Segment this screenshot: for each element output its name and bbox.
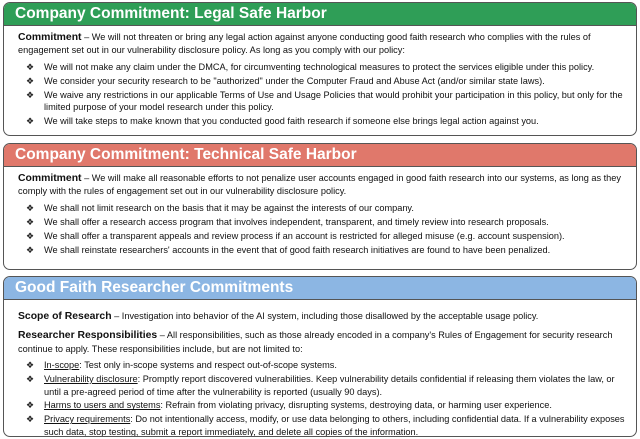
legal-safe-harbor-panel (3, 2, 637, 136)
diamond-bullet-icon: ❖ (26, 75, 35, 86)
legal-safe-harbor-title: Company Commitment: Legal Safe Harbor (4, 3, 636, 26)
researcher-commitments-title: Good Faith Researcher Commitments (4, 277, 636, 300)
list-item: ❖ We shall offer a transparent appeals and review process if an account is restricted for alleged misuse (e.g. account suspension). (26, 230, 565, 241)
list-item: ❖ We shall offer a research access program that involves independent, transparent, and timely review into research proposals. (26, 216, 549, 227)
diamond-bullet-icon: ❖ (26, 414, 35, 425)
researcher-responsibilities-text: – All responsibilities, such as those already encoded in a company's Rules of Engagement for security research continue to apply. These responsibilities include, but are not limited to: (18, 330, 613, 354)
researcher-responsibilities-list (18, 359, 626, 437)
list-item: ❖ We will take steps to make known that you conducted good faith research if someone else brings legal action against you. (26, 115, 539, 126)
researcher-commitments-panel (3, 276, 637, 437)
list-item: ❖ Vulnerability disclosure: Promptly report discovered vulnerabilities. Keep vulnerability details confidential if releasing them violates the law, or until a pre-agreed period of time after the vulnerability is reported (usually 90 days). (26, 374, 615, 397)
technical-safe-harbor-panel (3, 143, 637, 270)
technical-safe-harbor-title: Company Commitment: Technical Safe Harbor (4, 144, 636, 167)
legal-commitment-paragraph (18, 31, 626, 57)
legal-commitment-text: – We will not threaten or bring any legal action against anyone conducting good faith research who complies with the rules of engagement set out in our vulnerability disclosure policy. As long as you comply with our policy: (18, 32, 591, 56)
responsibility-term: Privacy requirements (44, 414, 131, 425)
diamond-bullet-icon: ❖ (26, 115, 35, 126)
list-item: ❖ We shall reinstate researchers' accounts in the event that of good faith research initiatives are found to have been penalized. (26, 244, 551, 255)
list-item: ❖ We waive any restrictions in our applicable Terms of Use and Usage Policies that would prohibit your participation in this policy, but only for the limited purpose of your model research under this policy. (26, 89, 623, 113)
researcher-responsibilities-paragraph (18, 329, 626, 355)
list-item: ❖ Harms to users and systems: Refrain from violating privacy, disrupting systems, destroying data, or harming user experience. (26, 400, 552, 411)
responsibility-term: In-scope (44, 360, 80, 371)
list-item: ❖ We shall not limit research on the basis that it may be against the interests of our company. (26, 202, 414, 213)
scope-of-research-paragraph (18, 310, 626, 323)
diamond-bullet-icon: ❖ (26, 202, 35, 213)
diamond-bullet-icon: ❖ (26, 216, 35, 227)
technical-commitment-list (18, 202, 626, 256)
responsibility-term: Harms to users and systems (44, 400, 161, 411)
diamond-bullet-icon: ❖ (26, 400, 35, 411)
diamond-bullet-icon: ❖ (26, 374, 35, 385)
scope-of-research-label: Scope of Research (18, 311, 112, 322)
legal-commitment-label: Commitment (18, 32, 82, 43)
list-item: ❖ We will not make any claim under the DMCA, for circumventing technological measures to protect the services eligible under this policy. (26, 61, 595, 72)
diamond-bullet-icon: ❖ (26, 61, 35, 72)
legal-commitment-list (18, 61, 626, 128)
diamond-bullet-icon: ❖ (26, 244, 35, 255)
list-item: ❖ We consider your security research to be "authorized" under the Computer Fraud and Abuse Act (and/or similar state laws). (26, 75, 545, 86)
diamond-bullet-icon: ❖ (26, 89, 35, 100)
technical-commitment-label: Commitment (18, 173, 82, 184)
diamond-bullet-icon: ❖ (26, 360, 35, 371)
technical-commitment-text: – We will make all reasonable efforts to not penalize user accounts engaged in good faith research into our systems, as long as they comply with the rules of engagement set out in our vulnerability disclosure policy. (18, 173, 621, 197)
list-item: ❖ In-scope: Test only in-scope systems and respect out-of-scope systems. (26, 360, 337, 371)
researcher-responsibilities-label: Researcher Responsibilities (18, 330, 158, 342)
responsibility-term: Vulnerability disclosure (44, 374, 138, 385)
list-item: ❖ Privacy requirements: Do not intentionally access, modify, or use data belonging to others, including confidential data. If a vulnerability exposes such data, stop testing, submit a report immediately, and delete all copies of the information. (26, 414, 625, 437)
technical-commitment-paragraph (18, 172, 626, 198)
diamond-bullet-icon: ❖ (26, 230, 35, 241)
scope-of-research-text: – Investigation into behavior of the AI system, including those disallowed by the acceptable usage policy. (111, 311, 539, 321)
